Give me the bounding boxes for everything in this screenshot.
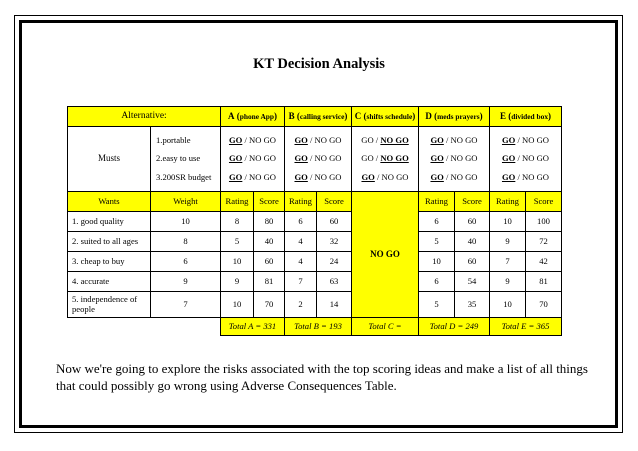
kt-decision-table — [67, 106, 562, 336]
want-name: 2. suited to all ages — [68, 232, 151, 252]
table-row — [68, 212, 562, 232]
b-score: 14 — [317, 292, 352, 318]
alt-a-musts: GO / NO GO GO / NO GO GO / NO GO — [221, 127, 285, 192]
d-rating: 10 — [419, 252, 455, 272]
d-rating: 5 — [419, 232, 455, 252]
a-score: 81 — [254, 272, 285, 292]
want-weight: 7 — [151, 292, 221, 318]
musts-criteria — [151, 127, 221, 192]
e-rating: 7 — [490, 252, 526, 272]
rating-label: Rating — [419, 192, 455, 212]
body-paragraph: Now we're going to explore the risks associated with the top scoring ideas and make a list of all things that could possibly go wrong using Adverse Consequences Table. — [56, 361, 588, 393]
a-rating: 10 — [221, 252, 254, 272]
e-rating: 10 — [490, 212, 526, 232]
alt-b-musts: GO / NO GO GO / NO GO GO / NO GO — [285, 127, 352, 192]
e-score: 100 — [526, 212, 562, 232]
a-rating: 10 — [221, 292, 254, 318]
b-rating: 4 — [285, 252, 317, 272]
b-rating: 2 — [285, 292, 317, 318]
d-rating: 6 — [419, 212, 455, 232]
alt-c-result: NO GO — [352, 192, 419, 318]
want-name: 4. accurate — [68, 272, 151, 292]
alt-a-header: A (phone App) — [221, 107, 285, 127]
alt-d-musts: GO / NO GO GO / NO GO GO / NO GO — [419, 127, 490, 192]
want-weight: 6 — [151, 252, 221, 272]
e-score: 81 — [526, 272, 562, 292]
want-weight: 10 — [151, 212, 221, 232]
wants-label: Wants — [68, 192, 151, 212]
want-weight: 9 — [151, 272, 221, 292]
must-criterion: 3.200SR budget — [156, 171, 212, 182]
e-rating: 9 — [490, 232, 526, 252]
score-label: Score — [254, 192, 285, 212]
weight-label: Weight — [151, 192, 221, 212]
rating-label: Rating — [285, 192, 317, 212]
table-row — [68, 272, 562, 292]
e-score: 70 — [526, 292, 562, 318]
a-score: 80 — [254, 212, 285, 232]
rating-label: Rating — [490, 192, 526, 212]
alt-b-header: B (calling service) — [285, 107, 352, 127]
d-rating: 5 — [419, 292, 455, 318]
b-score: 32 — [317, 232, 352, 252]
alt-e-musts: GO / NO GO GO / NO GO GO / NO GO — [490, 127, 562, 192]
e-rating: 9 — [490, 272, 526, 292]
musts-label: Musts — [68, 127, 151, 192]
total-b: Total B = 193 — [285, 318, 352, 336]
musts-row — [68, 127, 562, 192]
b-score: 63 — [317, 272, 352, 292]
alternatives-header-row — [68, 107, 562, 127]
score-label: Score — [317, 192, 352, 212]
a-rating: 9 — [221, 272, 254, 292]
e-rating: 10 — [490, 292, 526, 318]
total-d: Total D = 249 — [419, 318, 490, 336]
total-c: Total C = — [352, 318, 419, 336]
d-score: 40 — [455, 232, 490, 252]
d-score: 60 — [455, 252, 490, 272]
b-rating: 7 — [285, 272, 317, 292]
alternative-label: Alternative: — [68, 107, 221, 127]
alt-c-header: C (shifts schedule) — [352, 107, 419, 127]
a-score: 40 — [254, 232, 285, 252]
wants-header-row — [68, 192, 562, 212]
d-score: 60 — [455, 212, 490, 232]
total-a: Total A = 331 — [221, 318, 285, 336]
want-name: 1. good quality — [68, 212, 151, 232]
b-score: 60 — [317, 212, 352, 232]
b-rating: 6 — [285, 212, 317, 232]
alt-c-musts: GO / NO GO GO / NO GO GO / NO GO — [352, 127, 419, 192]
a-score: 70 — [254, 292, 285, 318]
score-label: Score — [455, 192, 490, 212]
d-score: 54 — [455, 272, 490, 292]
totals-spacer — [68, 318, 221, 336]
alt-d-header: D (meds prayers) — [419, 107, 490, 127]
want-name: 5. independence of people — [68, 292, 151, 318]
table-row — [68, 292, 562, 318]
e-score: 72 — [526, 232, 562, 252]
page-title: KT Decision Analysis — [253, 56, 385, 72]
want-weight: 8 — [151, 232, 221, 252]
e-score: 42 — [526, 252, 562, 272]
rating-label: Rating — [221, 192, 254, 212]
a-score: 60 — [254, 252, 285, 272]
alt-e-header: E (divided box) — [490, 107, 562, 127]
table-row — [68, 232, 562, 252]
d-score: 35 — [455, 292, 490, 318]
must-criterion: 2.easy to use — [156, 153, 201, 164]
table-row — [68, 252, 562, 272]
d-rating: 6 — [419, 272, 455, 292]
total-e: Total E = 365 — [490, 318, 562, 336]
totals-row — [68, 318, 562, 336]
b-rating: 4 — [285, 232, 317, 252]
a-rating: 8 — [221, 212, 254, 232]
want-name: 3. cheap to buy — [68, 252, 151, 272]
must-criterion: 1.portable — [156, 135, 191, 145]
score-label: Score — [526, 192, 562, 212]
a-rating: 5 — [221, 232, 254, 252]
b-score: 24 — [317, 252, 352, 272]
